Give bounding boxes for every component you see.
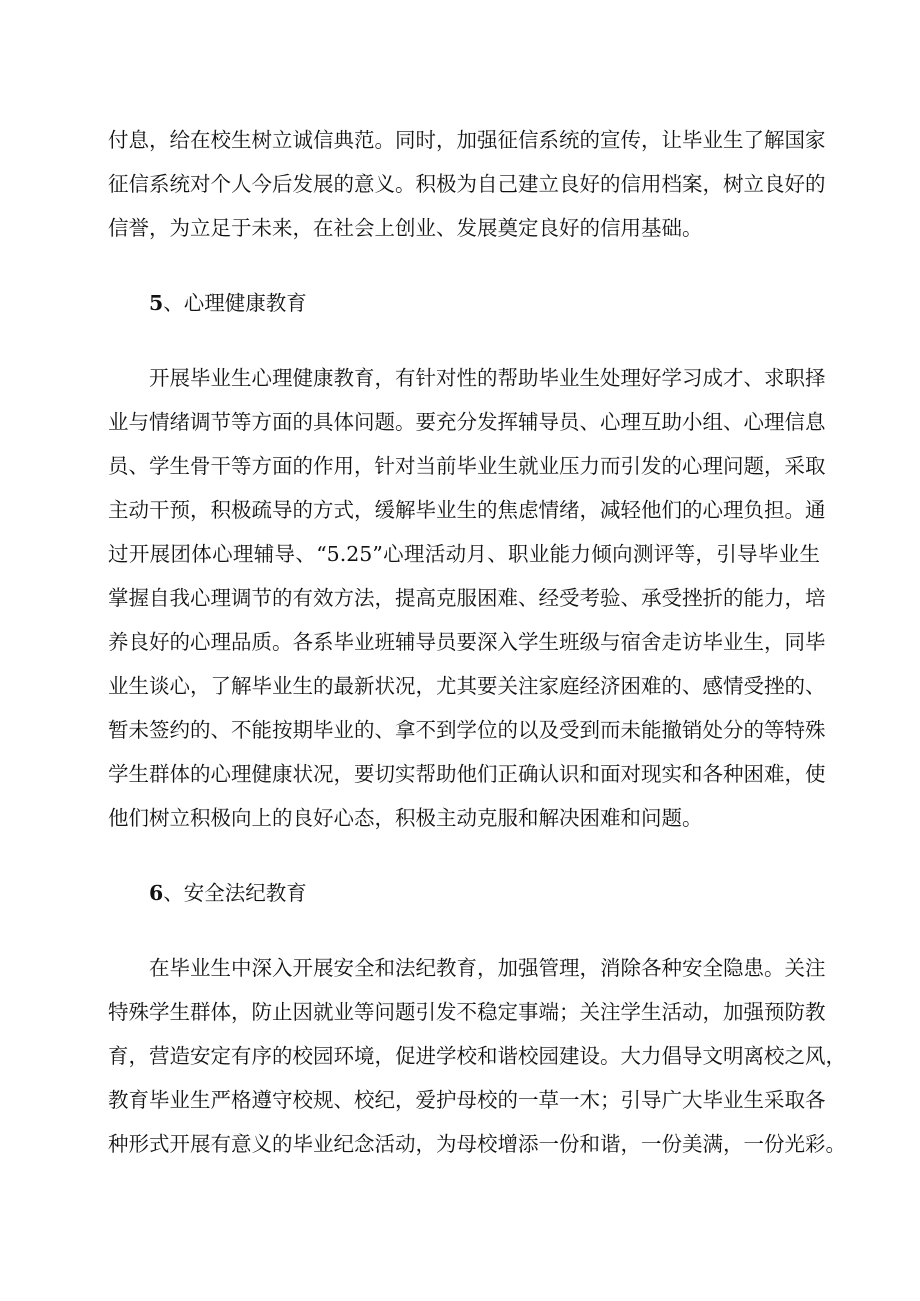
- document-body: [108, 118, 846, 1166]
- paragraph-line: 种形式开展有意义的毕业纪念活动，为母校增添一份和谐，一份美满，一份光彩。: [108, 1132, 846, 1156]
- section-number: 6: [149, 881, 164, 905]
- spacer: [108, 915, 820, 946]
- section-number: 5: [149, 291, 164, 315]
- paragraph-line: 特殊学生群体，防止因就业等问题引发不稳定事端；关注学生活动，加强预防教: [108, 1000, 826, 1024]
- paragraph-line: 他们树立积极向上的良好心态，积极主动克服和解决困难和问题。: [108, 806, 703, 830]
- paragraph-line: 养良好的心理品质。各系毕业班辅导员要深入学生班级与宿舍走访毕业生，同毕: [108, 630, 826, 654]
- section-heading-5: [108, 281, 820, 325]
- paragraph-line: 在毕业生中深入开展安全和法纪教育，加强管理，消除各种安全隐患。关注: [149, 956, 826, 980]
- section5-paragraph: [108, 356, 826, 840]
- paragraph-line: 教育毕业生严格遵守校规、校纪，爱护母校的一草一木；引导广大毕业生采取各: [108, 1088, 826, 1112]
- paragraph-line: 员、学生骨干等方面的作用，针对当前毕业生就业压力而引发的心理问题，采取: [108, 454, 826, 478]
- paragraph-line: 业与情绪调节等方面的具体问题。要充分发挥辅导员、心理互助小组、心理信息: [108, 410, 826, 434]
- section6-paragraph: [108, 946, 846, 1166]
- spacer: [108, 325, 820, 356]
- paragraph-line: 过开展团体心理辅导、“5.25”心理活动月、职业能力倾向测评等，引导毕业生: [108, 542, 820, 566]
- paragraph-line: 付息，给在校生树立诚信典范。同时，加强征信系统的宣传，让毕业生了解国家: [108, 128, 826, 152]
- intro-paragraph: [108, 118, 826, 250]
- section-heading-6: [108, 871, 820, 915]
- spacer: [108, 250, 820, 281]
- paragraph-line: 暂未签约的、不能按期毕业的、拿不到学位的以及受到而未能撤销处分的等特殊: [108, 718, 826, 742]
- paragraph-line: 掌握自我心理调节的有效方法，提高克服困难、经受考验、承受挫折的能力，培: [108, 586, 826, 610]
- paragraph-line: 信誉，为立足于未来，在社会上创业、发展奠定良好的信用基础。: [108, 216, 703, 240]
- paragraph-line: 学生群体的心理健康状况，要切实帮助他们正确认识和面对现实和各种困难，使: [108, 762, 826, 786]
- paragraph-line: 征信系统对个人今后发展的意义。积极为自己建立良好的信用档案，树立良好的: [108, 172, 826, 196]
- paragraph-line: 开展毕业生心理健康教育，有针对性的帮助毕业生处理好学习成才、求职择: [149, 366, 826, 390]
- paragraph-line: 育，营造安定有序的校园环境，促进学校和谐校园建设。大力倡导文明离校之风，: [108, 1044, 846, 1068]
- paragraph-line: 主动干预，积极疏导的方式，缓解毕业生的焦虑情绪，减轻他们的心理负担。通: [108, 498, 826, 522]
- section-title: 、心理健康教育: [163, 291, 307, 315]
- section-title: 、安全法纪教育: [163, 881, 307, 905]
- paragraph-line: 业生谈心，了解毕业生的最新状况，尤其要关注家庭经济困难的、感情受挫的、: [108, 674, 826, 698]
- spacer: [108, 840, 820, 871]
